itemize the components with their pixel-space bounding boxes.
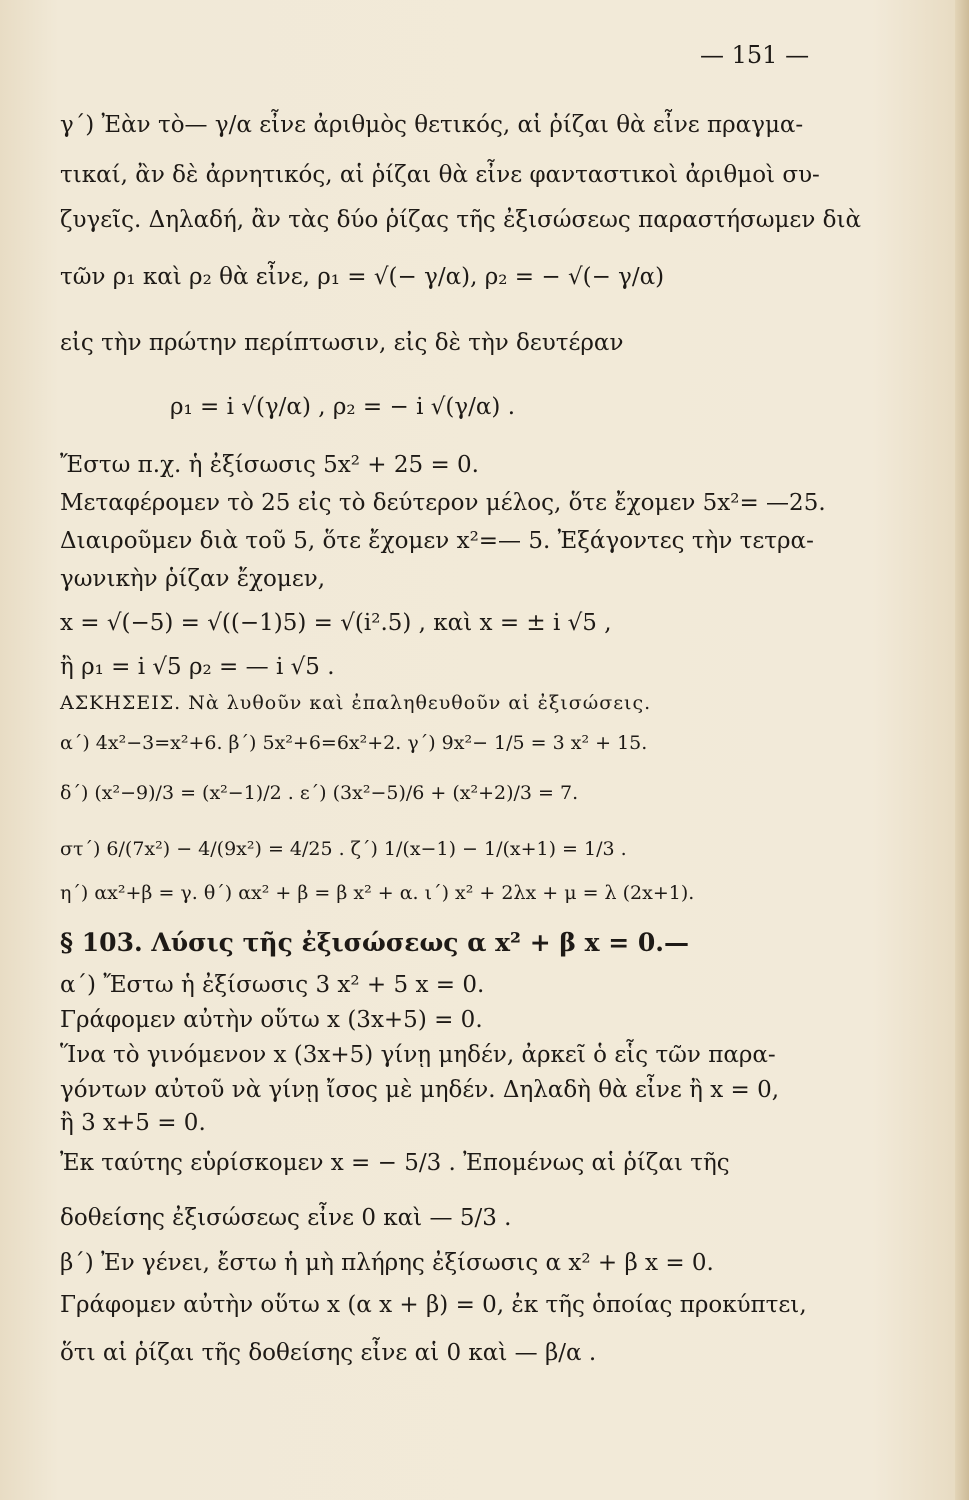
text-line-24: Ἐκ ταύτης εὑρίσκομεν x = − 5/3 . Ἐπομένως αἱ ῥίζαι τῆς	[60, 1150, 730, 1176]
text-line-10: γωνικὴν ῥίζαν ἔχομεν,	[60, 566, 326, 592]
formula-roots-example: ἢ ρ₁ = i √5 ρ₂ = — i √5 .	[60, 654, 335, 680]
formula-roots-imaginary: ρ₁ = i √(γ/α) , ρ₂ = − i √(γ/α) .	[170, 394, 515, 420]
text-line-5: εἰς τὴν πρώτην περίπτωσιν, εἰς δὲ τὴν δευτέραν	[60, 330, 624, 356]
text-line-9: Διαιροῦμεν διὰ τοῦ 5, ὅτε ἔχομεν x²=— 5. Ἐξάγοντες τὴν τετρα-	[60, 528, 814, 554]
text-line-25: δοθείσης ἐξισώσεως εἶνε 0 καὶ — 5/3 .	[60, 1205, 512, 1231]
formula-roots-real: τῶν ρ₁ καὶ ρ₂ θὰ εἶνε, ρ₁ = √(− γ/α), ρ₂ = − √(− γ/α)	[60, 264, 665, 290]
text-line-21: Ἵνα τὸ γινόμενον x (3x+5) γίνῃ μηδέν, ἀρκεῖ ὁ εἷς τῶν παρα-	[60, 1042, 776, 1068]
text-line-27: Γράφομεν αὐτὴν οὕτω x (α x + β) = 0, ἐκ τῆς ὁποίας προκύπτει,	[60, 1292, 807, 1318]
exercise-row-3: στ΄) 6/(7x²) − 4/(9x²) = 4/25 . ζ΄) 1/(x−1) − 1/(x+1) = 1/3 .	[60, 838, 627, 860]
exercise-row-4: η΄) αx²+β = γ. θ΄) αx² + β = β x² + α. ι΄) x² + 2λx + μ = λ (2x+1).	[60, 882, 695, 904]
page-number: — 151 —	[700, 41, 810, 69]
formula-sqrt-steps: x = √(−5) = √((−1)5) = √(i².5) , καὶ x = ± i √5 ,	[60, 610, 612, 636]
text-line-2: τικαί, ἂν δὲ ἀρνητικός, αἱ ῥίζαι θὰ εἶνε φανταστικοὶ ἀριθμοὶ συ-	[60, 162, 820, 188]
text-line-8: Μεταφέρομεν τὸ 25 εἰς τὸ δεύτερον μέλος, ὅτε ἔχομεν 5x²= —25.	[60, 490, 826, 516]
text-line-20: Γράφομεν αὐτὴν οὕτω x (3x+5) = 0.	[60, 1007, 483, 1033]
section-heading-103: § 103. Λύσις τῆς ἐξισώσεως α x² + β x = 0.—	[60, 928, 690, 957]
page-edge	[955, 0, 969, 1500]
text-line-22: γόντων αὐτοῦ νὰ γίνῃ ἴσος μὲ μηδέν. Δηλαδὴ θὰ εἶνε ἢ x = 0,	[60, 1077, 780, 1103]
exercise-row-1: α΄) 4x²−3=x²+6. β΄) 5x²+6=6x²+2. γ΄) 9x²− 1/5 = 3 x² + 15.	[60, 732, 648, 754]
text-line-26: β΄) Ἐν γένει, ἔστω ἡ μὴ πλήρης ἐξίσωσις α x² + β x = 0.	[60, 1250, 714, 1276]
example-equation: Ἔστω π.χ. ἡ ἐξίσωσις 5x² + 25 = 0.	[60, 452, 479, 478]
text-line-19: α΄) Ἔστω ἡ ἐξίσωσις 3 x² + 5 x = 0.	[60, 972, 485, 998]
text-line-23: ἢ 3 x+5 = 0.	[60, 1110, 206, 1136]
exercises-heading: ΑΣΚΗΣΕΙΣ. Νὰ λυθοῦν καὶ ἐπαληθευθοῦν αἱ ἐξισώσεις.	[60, 692, 652, 714]
text-line-3: ζυγεῖς. Δηλαδή, ἂν τὰς δύο ῥίζας τῆς ἐξισώσεως παραστήσωμεν διὰ	[60, 207, 862, 233]
text-line-1: γ΄) Ἐὰν τὸ— γ/α εἶνε ἀριθμὸς θετικός, αἱ ῥίζαι θὰ εἶνε πραγμα-	[60, 112, 804, 138]
exercise-row-2: δ΄) (x²−9)/3 = (x²−1)/2 . ε΄) (3x²−5)/6 + (x²+2)/3 = 7.	[60, 782, 579, 804]
text-line-28: ὅτι αἱ ῥίζαι τῆς δοθείσης εἶνε αἱ 0 καὶ — β/α .	[60, 1340, 597, 1366]
